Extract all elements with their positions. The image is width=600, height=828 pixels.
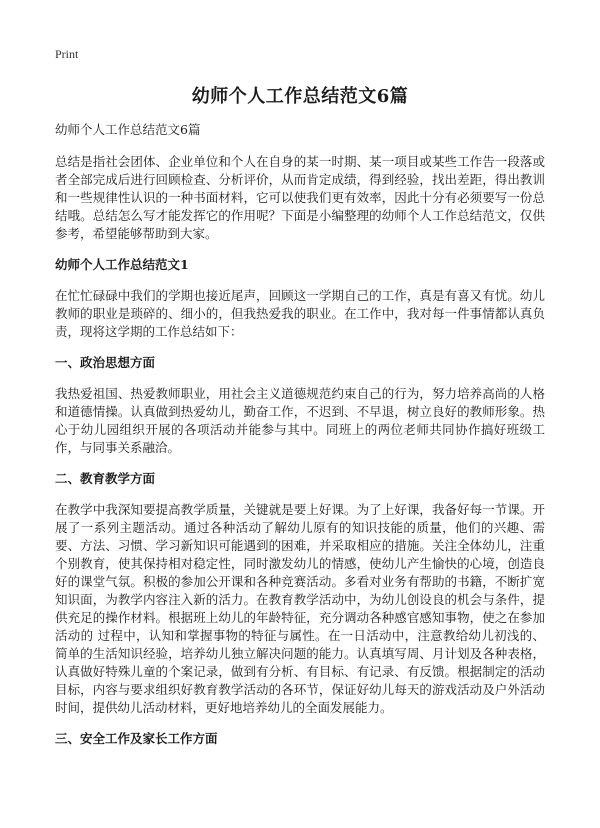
document-body [55, 121, 545, 761]
political-paragraph: 我热爱祖国、热爱教师职业，用社会主义道德规范约束自己的行为，努力培养高尚的人格和道德情操。认真做到热爱幼儿，勤奋工作，不迟到、不早退，树立良好的教师形象。热心于幼儿园组织开展的各项活动并能参与其中。同班上的两位老师共同协作搞好班级工作，与同事关系融洽。 [55, 386, 545, 455]
document-title: 幼师个人工作总结范文6篇 [191, 86, 409, 107]
print-link[interactable]: Print [55, 47, 79, 61]
heading-political: 一、政治思想方面 [55, 355, 156, 370]
intro-paragraph: 总结是指社会团体、企业单位和个人在自身的某一时期、某一项目或某些工作告一段落或者全部完成后进行回顾检查、分析评价，从而肯定成绩，得到经验，找出差距，得出教训和一些规律性认识的一种书面材料，它可以使我们更有效率，因此十分有必须要写一份总结哦。总结怎么写才能发挥它的作用呢？下面是小编整理的幼师个人工作总结范文，仅供参考，希望能够帮助到大家。 [55, 154, 545, 241]
section1-title: 幼师个人工作总结范文1 [55, 257, 189, 272]
section1-paragraph: 在忙忙碌碌中我们的学期也接近尾声，回顾这一学期自己的工作，真是有喜又有忧。幼儿教师的职业是琐碎的、细小的，但我热爱我的职业。在工作中，我对每一件事情都认真负责，现将这学期的工作总结如下： [55, 288, 545, 339]
document-subtitle: 幼师个人工作总结范文6篇 [55, 122, 201, 137]
heading-safety: 三、安全工作及家长工作方面 [55, 731, 218, 746]
heading-teaching: 二、教育教学方面 [55, 471, 156, 486]
teaching-paragraph: 在教学中我深知要提高教学质量，关键就是要上好课。为了上好课，我备好每一节课。开展了一系列主题活动。通过各种活动了解幼儿原有的知识技能的质量，他们的兴趣、需要、方法、习惯、学习新知识可能遇到的困难，并采取相应的措施。关注全体幼儿，注重个别教育，使其保持相对稳定性，同时激发幼儿的情感，使幼儿产生愉快的心境，创造良好的课堂气氛。积极的参加公开课和各种竞赛活动。多看对业务有帮助的书籍，不断扩宽知识面，为教学内容注入新的活力。在教育教学活动中，为幼儿创设良的机会与条件，提供充足的操作材料。根据班上幼儿的年龄特征，充分调动各种感官感知事物，使之在参加活动的 过程中，认知和掌握事物的特征与属性。在一日活动中，注意教给幼儿初浅的、简单的生活知识经验，培养幼儿独立解决问题的能力。认真填写周、月计划及各种表格，认真做好特殊儿童的个案记录，做到有分析、有目标、有记录、有反馈。根据制定的活动目标，内容与要求组织好教育教学活动的各环节，保证好幼儿每天的游戏活动及户外活动时间，提供幼儿活动材料，更好地培养幼儿的全面发展能力。 [55, 502, 545, 715]
